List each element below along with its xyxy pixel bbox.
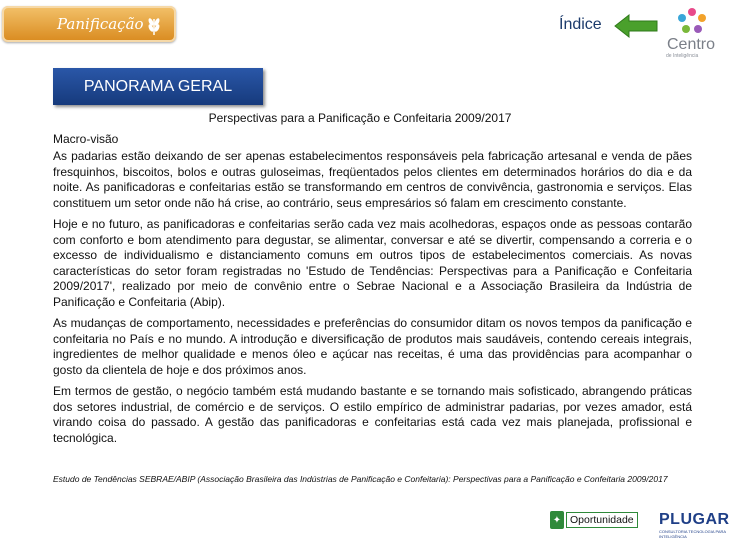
lightbulb-icon: ✦ [550,511,564,529]
opportunity-button[interactable] [550,511,638,529]
paragraph: As mudanças de comportamento, necessidades e preferências do consumidor ditam os novos tempos da panificação e confeitaria no País e no mundo. A introdução e diversificação de produtos mais saudáveis, contendo cereais integrais, ingredientes de melhor qualidade e menos óleo e açúcar nas receitas, é uma das providências para acompanhar o gosto da clientela de hoje e dos próximos anos. [53,316,692,377]
source-citation: Estudo de Tendências SEBRAE/ABIP (Associação Brasileira das Indústrias de Panificação e Confeitaria): Perspectivas para a Panificação e Confeitaria 2009/2017 [53,474,668,484]
brand-name: PLUGAR [659,511,730,528]
wheat-icon [142,13,166,37]
body-text [53,149,692,452]
opportunity-label: Oportunidade [566,512,638,528]
badge-title: Panificação [57,15,144,33]
index-link[interactable]: Índice [559,16,602,33]
paragraph: Em termos de gestão, o negócio também está mudando bastante e se tornando mais sofisticado, abrangendo práticas dos setores industrial, de comércio e de serviços. O estilo empírico de administrar padarias, por vezes amador, está virando coisa do passado. A gestão das panificadoras e confeitarias está cada vez mais planejada, profissional e tecnológica. [53,384,692,445]
paragraph: Hoje e no futuro, as panificadoras e confeitarias serão cada vez mais acolhedoras, espaços onde as pessoas contarão com conforto e bom atendimento para degustar, se alimentar, conversar e até se divertir, compensando a correria e o excesso de individualismo e distanciamento comuns em outros tipos de estabelecimentos comerciais. As novas características do setor foram registradas no 'Estudo de Tendências: Perspectivas para a Panificação e Confeitaria 2009/2017', realizado por meio de convênio entre o Sebrae Nacional e a Associação Brasileira da Indústria de Panificação e Confeitaria (Abip). [53,217,692,309]
logo-title: Centro [667,36,716,53]
brand-subtitle: CONSULTORIA TECNOLOGIA PARA INTELIGÊNCIA [659,529,726,539]
section-heading: Macro-visão [53,132,119,146]
banner-title: PANORAMA GERAL [83,77,233,95]
logo-subtitle: de Inteligência [666,53,699,59]
plugar-logo [659,511,730,539]
back-arrow-icon[interactable] [613,13,659,39]
page-subtitle: Perspectivas para a Panificação e Confeitaria 2009/2017 [208,111,512,125]
section-banner [53,68,263,105]
panificacao-badge[interactable] [2,6,176,42]
paragraph: As padarias estão deixando de ser apenas estabelecimentos responsáveis pela fabricação artesanal e venda de pães fresquinhos, biscoitos, bolos e outras guloseimas, freqüentados pelos clientes em determinados horários do dia e da noite. As panificadoras e confeitarias estão se transformando em centros de convivência, gastronomia e serviços. Elas constituem um setor onde não há crise, ao contrário, seus empresários só falam em crescimento constante. [53,149,692,210]
